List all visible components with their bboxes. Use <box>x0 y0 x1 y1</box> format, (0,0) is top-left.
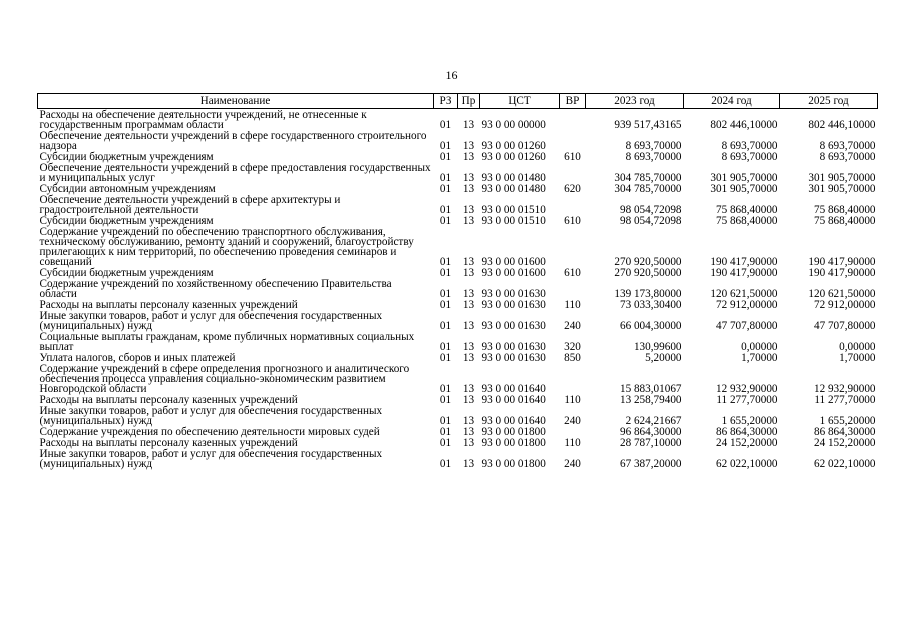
row-rz: 01 <box>439 320 452 332</box>
row-rz: 01 <box>439 458 452 470</box>
row-2024: 75 868,40000 <box>715 215 778 227</box>
row-2025: 75 868,40000 <box>813 204 876 216</box>
row-cst: 93 0 00 01600 <box>481 267 546 279</box>
row-2023: 270 920,50000 <box>614 256 682 268</box>
row-2024: 24 152,20000 <box>715 437 778 449</box>
row-vr: 240 <box>564 458 581 470</box>
row-cst: 93 0 00 01480 <box>481 183 546 195</box>
row-2025: 301 905,70000 <box>808 172 876 184</box>
row-pr: 13 <box>462 415 475 427</box>
row-vr: 320 <box>564 341 581 353</box>
row-cst: 93 0 00 01640 <box>481 383 546 395</box>
row-2025: 8 693,70000 <box>819 140 876 152</box>
row-pr: 13 <box>462 172 475 184</box>
row-2025: 120 621,50000 <box>808 288 876 300</box>
row-rz: 01 <box>439 299 452 311</box>
row-2025: 0,00000 <box>839 341 876 353</box>
row-pr: 13 <box>462 320 475 332</box>
row-vr: 620 <box>564 183 581 195</box>
row-2024: 75 868,40000 <box>715 204 778 216</box>
row-name: Содержание учреждений по обеспечению транспортного обслуживания, техническому обслуживанию, ремонту зданий и сооружений, благоустройству прилегающих к ним территорий, по обеспечению проведения семинаров и совещаний <box>39 226 414 268</box>
row-rz: 01 <box>439 437 452 449</box>
row-2025: 1 655,20000 <box>819 415 876 427</box>
row-vr <box>560 162 586 183</box>
row-2025: 62 022,10000 <box>813 458 876 470</box>
row-rz: 01 <box>439 415 452 427</box>
row-rz: 01 <box>439 119 452 131</box>
row-name: Обеспечение деятельности учреждений в сфере государственного строительного надзора <box>39 130 427 152</box>
table-body <box>38 109 878 470</box>
row-cst: 93 0 00 01260 <box>481 140 546 152</box>
row-rz: 01 <box>439 383 452 395</box>
row-name: Расходы на выплаты персоналу казенных учреждений <box>39 299 298 311</box>
table-row <box>38 226 878 267</box>
row-2024: 190 417,90000 <box>710 267 778 279</box>
row-rz: 01 <box>439 151 452 163</box>
row-name: Социальные выплаты гражданам, кроме публичных нормативных социальных выплат <box>39 331 415 353</box>
row-2025: 72 912,00000 <box>813 299 876 311</box>
row-name: Содержание учреждений по хозяйственному обеспечению Правительства области <box>39 278 392 300</box>
table-row <box>38 130 878 151</box>
row-2023: 304 785,70000 <box>614 183 682 195</box>
row-2023: 66 004,30000 <box>619 320 682 332</box>
row-2023: 96 864,30000 <box>619 426 682 438</box>
row-pr: 13 <box>462 437 475 449</box>
row-rz: 01 <box>439 140 452 152</box>
row-vr: 850 <box>564 352 581 364</box>
row-vr <box>560 426 586 437</box>
row-2025: 8 693,70000 <box>819 151 876 163</box>
row-rz: 01 <box>439 267 452 279</box>
row-2023: 270 920,50000 <box>614 267 682 279</box>
table-row <box>38 215 878 226</box>
row-cst: 93 0 00 00000 <box>481 119 546 131</box>
header-name: Наименование <box>38 94 434 109</box>
table-row <box>38 278 878 299</box>
row-pr: 13 <box>462 458 475 470</box>
row-rz: 01 <box>439 215 452 227</box>
row-2025: 86 864,30000 <box>813 426 876 438</box>
row-2024: 301 905,70000 <box>710 183 778 195</box>
row-2025: 12 932,90000 <box>813 383 876 395</box>
header-row <box>38 94 878 109</box>
row-vr <box>560 194 586 215</box>
table-row <box>38 394 878 405</box>
header-2024: 2024 год <box>684 94 780 109</box>
row-pr: 13 <box>462 299 475 311</box>
budget-table <box>37 93 878 469</box>
row-2024: 802 446,10000 <box>710 119 778 131</box>
row-rz: 01 <box>439 256 452 268</box>
table-row <box>38 183 878 194</box>
row-vr <box>560 109 586 131</box>
row-name: Содержание учреждений в сфере определения прогнозного и аналитического обеспечения процесса управления социально-экономическим развитием Новгородской области <box>39 363 410 395</box>
table-row <box>38 426 878 437</box>
row-2023: 939 517,43165 <box>614 119 682 131</box>
row-2024: 62 022,10000 <box>715 458 778 470</box>
row-cst: 93 0 00 01630 <box>481 320 546 332</box>
row-2024: 11 277,70000 <box>716 394 778 406</box>
table-row <box>38 162 878 183</box>
row-cst: 93 0 00 01800 <box>481 426 546 438</box>
row-2023: 28 787,10000 <box>619 437 682 449</box>
row-pr: 13 <box>462 352 475 364</box>
row-2023: 98 054,72098 <box>619 204 682 216</box>
row-vr: 110 <box>564 437 581 449</box>
header-cst: ЦСТ <box>480 94 560 109</box>
row-2024: 1 655,20000 <box>721 415 778 427</box>
row-vr: 610 <box>564 215 581 227</box>
table-row <box>38 405 878 426</box>
row-pr: 13 <box>462 256 475 268</box>
row-2024: 86 864,30000 <box>715 426 778 438</box>
row-2023: 130,99600 <box>633 341 682 353</box>
row-pr: 13 <box>462 183 475 195</box>
row-2025: 190 417,90000 <box>808 256 876 268</box>
row-name: Субсидии бюджетным учреждениям <box>39 215 214 227</box>
row-pr: 13 <box>462 426 475 438</box>
row-2025: 75 868,40000 <box>813 215 876 227</box>
row-pr: 13 <box>462 341 475 353</box>
table-row <box>38 310 878 331</box>
row-vr <box>560 226 586 267</box>
row-cst: 93 0 00 01480 <box>481 172 546 184</box>
row-rz: 01 <box>439 288 452 300</box>
table-row <box>38 448 878 469</box>
row-name: Обеспечение деятельности учреждений в сфере предоставления государственных и муниципальных услуг <box>39 162 431 184</box>
table-row <box>38 331 878 352</box>
row-2025: 1,70000 <box>839 352 876 364</box>
row-cst: 93 0 00 01640 <box>481 394 546 406</box>
row-2023: 73 033,30400 <box>619 299 682 311</box>
header-2023: 2023 год <box>586 94 684 109</box>
row-rz: 01 <box>439 204 452 216</box>
row-name: Иные закупки товаров, работ и услуг для обеспечения государственных (муниципальных) нужд <box>39 448 383 470</box>
row-2023: 8 693,70000 <box>625 140 682 152</box>
row-name: Расходы на выплаты персоналу казенных учреждений <box>39 394 298 406</box>
row-name: Расходы на обеспечение деятельности учреждений, не отнесенные к государственным программам области <box>39 109 367 131</box>
row-rz: 01 <box>439 352 452 364</box>
table-row <box>38 267 878 278</box>
row-name: Иные закупки товаров, работ и услуг для обеспечения государственных (муниципальных) нужд <box>39 405 383 427</box>
row-vr <box>560 130 586 151</box>
row-vr <box>560 363 586 394</box>
row-cst: 93 0 00 01630 <box>481 352 546 364</box>
table-row <box>38 151 878 162</box>
row-cst: 93 0 00 01510 <box>481 204 546 216</box>
row-2024: 12 932,90000 <box>715 383 778 395</box>
row-2025: 24 152,20000 <box>813 437 876 449</box>
row-2025: 301 905,70000 <box>808 183 876 195</box>
row-name: Содержание учреждения по обеспечению деятельности мировых судей <box>39 426 380 438</box>
row-2023: 13 258,79400 <box>619 394 682 406</box>
row-2025: 47 707,80000 <box>813 320 876 332</box>
row-name: Субсидии автономным учреждениям <box>39 183 216 195</box>
row-2025: 11 277,70000 <box>814 394 876 406</box>
row-2023: 8 693,70000 <box>625 151 682 163</box>
row-cst: 93 0 00 01260 <box>481 151 546 163</box>
row-name: Уплата налогов, сборов и иных платежей <box>39 352 236 364</box>
header-pr: Пр <box>458 94 480 109</box>
row-2023: 2 624,21667 <box>625 415 682 427</box>
row-pr: 13 <box>462 383 475 395</box>
row-2023: 304 785,70000 <box>614 172 682 184</box>
row-cst: 93 0 00 01640 <box>481 415 546 427</box>
row-2025: 190 417,90000 <box>808 267 876 279</box>
header-2025: 2025 год <box>780 94 878 109</box>
row-2023: 98 054,72098 <box>619 215 682 227</box>
row-2023: 67 387,20000 <box>619 458 682 470</box>
row-name: Субсидии бюджетным учреждениям <box>39 267 214 279</box>
table-row <box>38 109 878 131</box>
row-vr: 110 <box>564 394 581 406</box>
header-rz: РЗ <box>434 94 458 109</box>
row-2023: 15 883,01067 <box>619 383 682 395</box>
row-2023: 139 173,80000 <box>614 288 682 300</box>
row-cst: 93 0 00 01510 <box>481 215 546 227</box>
row-2024: 301 905,70000 <box>710 172 778 184</box>
table-header <box>38 94 878 109</box>
table-row <box>38 194 878 215</box>
row-2024: 8 693,70000 <box>721 140 778 152</box>
row-pr: 13 <box>462 140 475 152</box>
row-name: Обеспечение деятельности учреждений в сфере архитектуры и градостроительной деятельности <box>39 194 341 216</box>
row-2024: 8 693,70000 <box>721 151 778 163</box>
row-rz: 01 <box>439 172 452 184</box>
row-vr: 240 <box>564 415 581 427</box>
row-name: Субсидии бюджетным учреждениям <box>39 151 214 163</box>
table-row <box>38 299 878 310</box>
row-cst: 93 0 00 01800 <box>481 437 546 449</box>
row-name: Иные закупки товаров, работ и услуг для обеспечения государственных (муниципальных) нужд <box>39 310 383 332</box>
row-cst: 93 0 00 01600 <box>481 256 546 268</box>
row-pr: 13 <box>462 119 475 131</box>
row-vr: 610 <box>564 267 581 279</box>
row-vr: 610 <box>564 151 581 163</box>
row-2024: 120 621,50000 <box>710 288 778 300</box>
row-rz: 01 <box>439 341 452 353</box>
row-vr <box>560 278 586 299</box>
row-pr: 13 <box>462 151 475 163</box>
table-row <box>38 363 878 394</box>
row-2024: 72 912,00000 <box>715 299 778 311</box>
row-2024: 190 417,90000 <box>710 256 778 268</box>
table-row <box>38 437 878 448</box>
row-pr: 13 <box>462 288 475 300</box>
row-cst: 93 0 00 01800 <box>481 458 546 470</box>
row-vr: 110 <box>564 299 581 311</box>
row-pr: 13 <box>462 215 475 227</box>
row-2025: 802 446,10000 <box>808 119 876 131</box>
row-cst: 93 0 00 01630 <box>481 299 546 311</box>
row-rz: 01 <box>439 183 452 195</box>
row-name: Расходы на выплаты персоналу казенных учреждений <box>39 437 298 449</box>
row-pr: 13 <box>462 204 475 216</box>
row-2024: 1,70000 <box>741 352 778 364</box>
row-vr: 240 <box>564 320 581 332</box>
header-vr: ВР <box>560 94 586 109</box>
row-2024: 47 707,80000 <box>715 320 778 332</box>
row-rz: 01 <box>439 426 452 438</box>
row-2023: 5,20000 <box>645 352 682 364</box>
row-pr: 13 <box>462 267 475 279</box>
row-2024: 0,00000 <box>741 341 778 353</box>
table-row <box>38 352 878 363</box>
row-cst: 93 0 00 01630 <box>481 341 546 353</box>
row-rz: 01 <box>439 394 452 406</box>
row-cst: 93 0 00 01630 <box>481 288 546 300</box>
row-pr: 13 <box>462 394 475 406</box>
page-number: 16 <box>445 68 458 82</box>
